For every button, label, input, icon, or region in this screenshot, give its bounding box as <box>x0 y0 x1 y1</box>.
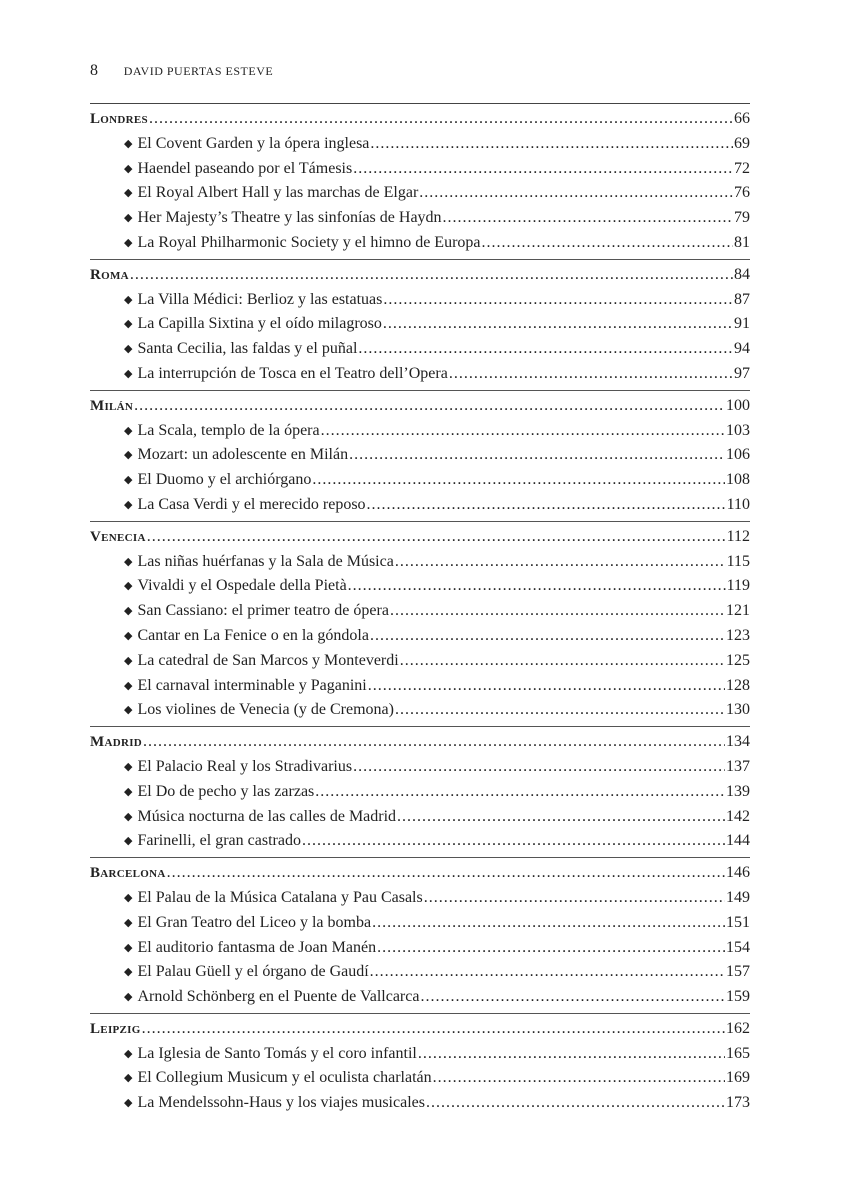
dot-leader <box>370 624 725 649</box>
dot-leader <box>358 337 733 362</box>
entry-page-number: 103 <box>726 421 750 439</box>
diamond-bullet-icon: ◆ <box>124 704 133 717</box>
diamond-bullet-icon: ◆ <box>124 991 133 1004</box>
dot-leader <box>368 674 725 699</box>
diamond-bullet-icon: ◆ <box>124 654 133 667</box>
diamond-bullet-icon: ◆ <box>124 1072 133 1085</box>
toc-section-heading <box>90 1017 750 1042</box>
entry-title: La Capilla Sixtina y el oído milagroso <box>137 315 382 333</box>
toc-entry <box>90 698 750 723</box>
diamond-bullet-icon: ◆ <box>124 424 133 437</box>
dot-leader <box>353 755 725 780</box>
entry-title: Cantar en La Fenice o en la góndola <box>137 626 369 644</box>
dot-leader <box>390 599 725 624</box>
diamond-bullet-icon: ◆ <box>124 187 133 200</box>
entry-title: El carnaval interminable y Paganini <box>137 676 367 694</box>
toc-entry <box>90 936 750 961</box>
diamond-bullet-icon: ◆ <box>124 236 133 249</box>
toc-section-heading <box>90 730 750 755</box>
dot-leader <box>426 1091 725 1116</box>
toc-section-heading <box>90 394 750 419</box>
entry-page-number: 97 <box>734 364 750 382</box>
diamond-bullet-icon: ◆ <box>124 966 133 979</box>
entry-page-number: 149 <box>726 888 750 906</box>
section-title: Venecia <box>90 528 146 545</box>
entry-title: Las niñas huérfanas y la Sala de Música <box>137 552 394 570</box>
section-page-number: 134 <box>726 733 750 751</box>
entry-title: El Palau Güell y el órgano de Gaudí <box>137 963 369 981</box>
dot-leader <box>312 468 725 493</box>
diamond-bullet-icon: ◆ <box>124 498 133 511</box>
toc-entry <box>90 132 750 157</box>
toc-entry <box>90 829 750 854</box>
dot-leader <box>134 394 725 419</box>
diamond-bullet-icon: ◆ <box>124 1097 133 1110</box>
dot-leader <box>315 780 725 805</box>
entry-title: La Iglesia de Santo Tomás y el coro infantil <box>137 1044 417 1062</box>
entry-page-number: 151 <box>726 913 750 931</box>
toc-section-heading <box>90 263 750 288</box>
diamond-bullet-icon: ◆ <box>124 916 133 929</box>
entry-page-number: 157 <box>726 963 750 981</box>
toc-entry <box>90 960 750 985</box>
dot-leader <box>348 574 726 599</box>
entry-page-number: 125 <box>726 651 750 669</box>
entry-page-number: 87 <box>734 290 750 308</box>
dot-leader <box>149 107 733 132</box>
entry-page-number: 91 <box>734 315 750 333</box>
dot-leader <box>400 649 725 674</box>
entry-title: La Mendelssohn-Haus y los viajes musicales <box>137 1094 425 1112</box>
toc-entry <box>90 886 750 911</box>
page-number: 8 <box>90 62 98 79</box>
toc-entry <box>90 550 750 575</box>
entry-title: La Casa Verdi y el merecido reposo <box>137 495 366 513</box>
section-page-number: 162 <box>726 1019 750 1037</box>
section-page-number: 112 <box>726 527 750 545</box>
toc-section <box>90 726 750 854</box>
entry-title: La Scala, templo de la ópera <box>137 421 320 439</box>
toc-entry <box>90 157 750 182</box>
section-title: Leipzig <box>90 1020 141 1037</box>
entry-page-number: 169 <box>726 1069 750 1087</box>
diamond-bullet-icon: ◆ <box>124 605 133 618</box>
dot-leader <box>424 886 725 911</box>
dot-leader <box>167 861 725 886</box>
toc-section-heading <box>90 107 750 132</box>
toc-entry <box>90 985 750 1010</box>
dot-leader <box>418 1042 725 1067</box>
dot-leader <box>383 288 733 313</box>
table-of-contents <box>90 103 750 1119</box>
dot-leader <box>370 132 733 157</box>
entry-page-number: 115 <box>726 552 750 570</box>
dot-leader <box>482 231 733 256</box>
dot-leader <box>370 960 725 985</box>
section-page-number: 66 <box>734 110 750 127</box>
dot-leader <box>443 206 733 231</box>
entry-page-number: 108 <box>726 471 750 489</box>
entry-title: Música nocturna de las calles de Madrid <box>137 807 397 825</box>
entry-page-number: 121 <box>726 602 750 620</box>
toc-entry <box>90 231 750 256</box>
entry-title: La interrupción de Tosca en el Teatro dell’Opera <box>137 364 448 382</box>
diamond-bullet-icon: ◆ <box>124 367 133 380</box>
running-head <box>90 62 273 80</box>
entry-page-number: 106 <box>726 446 750 464</box>
entry-page-number: 72 <box>734 159 750 177</box>
diamond-bullet-icon: ◆ <box>124 785 133 798</box>
toc-section <box>90 259 750 387</box>
dot-leader <box>449 362 733 387</box>
toc-section-heading <box>90 525 750 550</box>
entry-page-number: 154 <box>726 938 750 956</box>
toc-entry <box>90 599 750 624</box>
dot-leader <box>372 911 725 936</box>
entry-page-number: 142 <box>726 807 750 825</box>
entry-title: Her Majesty’s Theatre y las sinfonías de Haydn <box>137 209 442 227</box>
entry-title: Santa Cecilia, las faldas y el puñal <box>137 340 358 358</box>
entry-page-number: 139 <box>726 782 750 800</box>
entry-title: Farinelli, el gran castrado <box>137 832 301 850</box>
toc-entry <box>90 337 750 362</box>
toc-section <box>90 857 750 1010</box>
toc-entry <box>90 1091 750 1116</box>
entry-title: Los violines de Venecia (y de Cremona) <box>137 701 394 719</box>
diamond-bullet-icon: ◆ <box>124 318 133 331</box>
toc-entry <box>90 649 750 674</box>
dot-leader <box>367 493 726 518</box>
diamond-bullet-icon: ◆ <box>124 449 133 462</box>
entry-page-number: 123 <box>726 626 750 644</box>
entry-title: Haendel paseando por el Támesis <box>137 159 353 177</box>
section-page-number: 146 <box>726 864 750 882</box>
toc-section-heading <box>90 861 750 886</box>
dot-leader <box>395 550 726 575</box>
dot-leader <box>302 829 725 854</box>
toc-entry <box>90 288 750 313</box>
entry-title: San Cassiano: el primer teatro de ópera <box>137 602 389 620</box>
section-title: Milán <box>90 397 134 414</box>
author-name: DAVID PUERTAS ESTEVE <box>123 64 274 78</box>
dot-leader <box>395 698 725 723</box>
toc-entry <box>90 624 750 649</box>
toc-entry <box>90 181 750 206</box>
dot-leader <box>147 525 726 550</box>
toc-entry <box>90 468 750 493</box>
toc-section <box>90 390 750 518</box>
diamond-bullet-icon: ◆ <box>124 760 133 773</box>
entry-title: El auditorio fantasma de Joan Manén <box>137 938 377 956</box>
section-title: Roma <box>90 266 129 283</box>
entry-title: Arnold Schönberg en el Puente de Vallcarca <box>137 988 420 1006</box>
diamond-bullet-icon: ◆ <box>124 293 133 306</box>
entry-title: El Do de pecho y las zarzas <box>137 782 315 800</box>
diamond-bullet-icon: ◆ <box>124 162 133 175</box>
section-title: Barcelona <box>90 865 166 882</box>
dot-leader <box>353 157 733 182</box>
toc-entry <box>90 755 750 780</box>
diamond-bullet-icon: ◆ <box>124 580 133 593</box>
entry-page-number: 130 <box>726 701 750 719</box>
dot-leader <box>321 419 725 444</box>
entry-page-number: 76 <box>734 184 750 202</box>
diamond-bullet-icon: ◆ <box>124 137 133 150</box>
diamond-bullet-icon: ◆ <box>124 212 133 225</box>
entry-page-number: 137 <box>726 757 750 775</box>
diamond-bullet-icon: ◆ <box>124 810 133 823</box>
entry-title: Mozart: un adolescente en Milán <box>137 446 349 464</box>
dot-leader <box>130 263 733 288</box>
diamond-bullet-icon: ◆ <box>124 1047 133 1060</box>
toc-section <box>90 103 750 256</box>
entry-page-number: 79 <box>734 209 750 227</box>
toc-entry <box>90 911 750 936</box>
toc-entry <box>90 574 750 599</box>
entry-title: El Palacio Real y los Stradivarius <box>137 757 353 775</box>
dot-leader <box>397 805 725 830</box>
dot-leader <box>433 1066 725 1091</box>
entry-page-number: 110 <box>726 495 750 513</box>
toc-section <box>90 1013 750 1116</box>
toc-entry <box>90 206 750 231</box>
diamond-bullet-icon: ◆ <box>124 629 133 642</box>
dot-leader <box>419 181 733 206</box>
dot-leader <box>142 1017 725 1042</box>
entry-title: La Royal Philharmonic Society y el himno de Europa <box>137 233 481 251</box>
toc-entry <box>90 1066 750 1091</box>
entry-page-number: 81 <box>734 233 750 251</box>
entry-page-number: 69 <box>734 134 750 152</box>
toc-entry <box>90 493 750 518</box>
toc-entry <box>90 362 750 387</box>
entry-title: El Palau de la Música Catalana y Pau Casals <box>137 888 423 906</box>
section-title: Madrid <box>90 734 143 751</box>
entry-page-number: 165 <box>726 1044 750 1062</box>
toc-entry <box>90 674 750 699</box>
entry-page-number: 94 <box>734 340 750 358</box>
toc-entry <box>90 805 750 830</box>
section-page-number: 100 <box>726 396 750 414</box>
entry-title: Vivaldi y el Ospedale della Pietà <box>137 577 347 595</box>
entry-title: El Gran Teatro del Liceo y la bomba <box>137 913 372 931</box>
section-page-number: 84 <box>734 265 750 283</box>
entry-title: El Covent Garden y la ópera inglesa <box>137 134 370 152</box>
toc-entry <box>90 1042 750 1067</box>
diamond-bullet-icon: ◆ <box>124 343 133 356</box>
section-title: Londres <box>90 111 148 127</box>
diamond-bullet-icon: ◆ <box>124 941 133 954</box>
entry-page-number: 128 <box>726 676 750 694</box>
entry-title: La Villa Médici: Berlioz y las estatuas <box>137 290 383 308</box>
dot-leader <box>383 312 733 337</box>
diamond-bullet-icon: ◆ <box>124 474 133 487</box>
toc-entry <box>90 312 750 337</box>
toc-entry <box>90 443 750 468</box>
entry-title: El Royal Albert Hall y las marchas de Elgar <box>137 184 419 202</box>
diamond-bullet-icon: ◆ <box>124 891 133 904</box>
dot-leader <box>420 985 725 1010</box>
entry-page-number: 144 <box>726 832 750 850</box>
dot-leader <box>143 730 725 755</box>
dot-leader <box>349 443 725 468</box>
entry-page-number: 159 <box>726 988 750 1006</box>
toc-section <box>90 521 750 723</box>
diamond-bullet-icon: ◆ <box>124 679 133 692</box>
entry-page-number: 173 <box>726 1094 750 1112</box>
entry-title: El Duomo y el archiórgano <box>137 471 312 489</box>
toc-entry <box>90 780 750 805</box>
toc-entry <box>90 419 750 444</box>
dot-leader <box>377 936 725 961</box>
entry-title: El Collegium Musicum y el oculista charlatán <box>137 1069 432 1087</box>
diamond-bullet-icon: ◆ <box>124 835 133 848</box>
entry-page-number: 119 <box>726 577 750 595</box>
diamond-bullet-icon: ◆ <box>124 555 133 568</box>
entry-title: La catedral de San Marcos y Monteverdi <box>137 651 399 669</box>
